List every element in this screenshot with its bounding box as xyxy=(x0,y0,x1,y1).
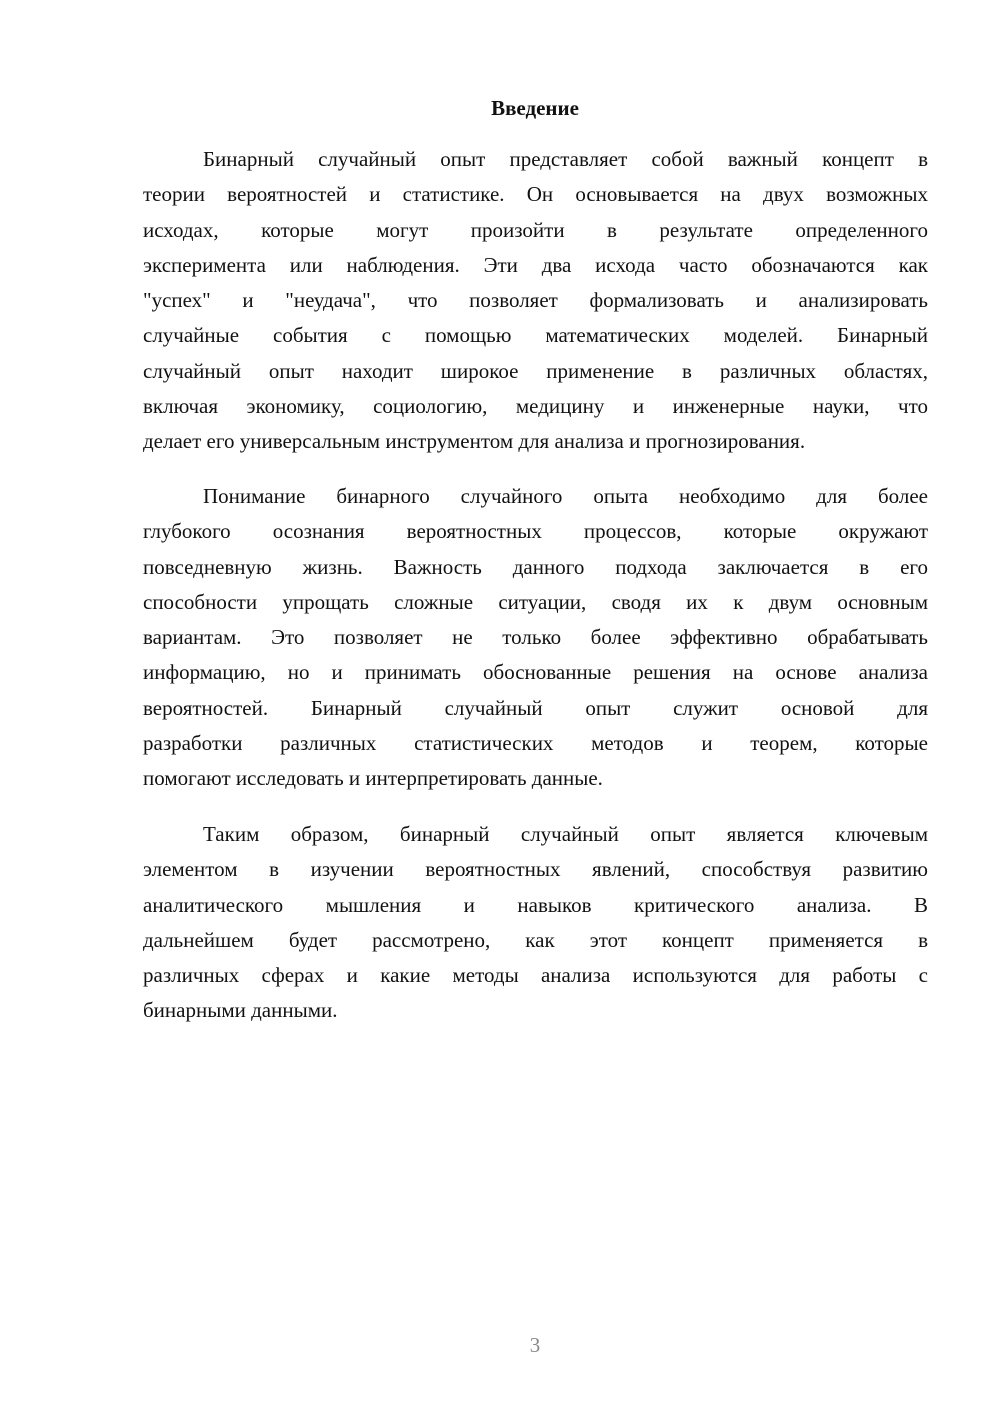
text-line: включая экономику, социологию, медицину и инженерные науки, что xyxy=(143,394,928,419)
paragraph-1 xyxy=(143,142,928,460)
text-line: помогают исследовать и интерпретировать данные. xyxy=(143,766,603,791)
section-title: Введение xyxy=(491,96,579,120)
text-line: Бинарный случайный опыт представляет собой важный концепт в xyxy=(203,147,928,171)
text-line: случайный опыт находит широкое применение в различных областях, xyxy=(143,358,928,383)
text-line: Таким образом, бинарный случайный опыт является ключевым xyxy=(203,822,928,846)
text-line: способности упрощать сложные ситуации, сводя их к двум основным xyxy=(143,589,928,614)
text-line: исходах, которые могут произойти в результате определенного xyxy=(143,217,928,242)
text-line: делает его универсальным инструментом для анализа и прогнозирования. xyxy=(143,429,806,454)
text-line: вариантам. Это позволяет не только более эффективно обрабатывать xyxy=(143,625,928,650)
text-line: теории вероятностей и статистике. Он основывается на двух возможных xyxy=(143,182,928,207)
text-line: информацию, но и принимать обоснованные решения на основе анализа xyxy=(143,660,928,685)
text-line: повседневную жизнь. Важность данного подхода заключается в его xyxy=(143,554,928,579)
text-line: элементом в изучении вероятностных явлений, способствуя развитию xyxy=(143,857,928,882)
text-line: "успех" и "неудача", что позволяет формализовать и анализировать xyxy=(143,288,928,313)
text-line: Понимание бинарного случайного опыта необходимо для более xyxy=(203,484,928,508)
text-line: случайные события с помощью математических моделей. Бинарный xyxy=(143,323,928,348)
text-line: эксперимента или наблюдения. Эти два исхода часто обозначаются как xyxy=(143,252,928,277)
paragraph-3 xyxy=(143,817,928,1029)
text-line: различных сферах и какие методы анализа используются для работы с xyxy=(143,963,928,988)
page-number: 3 xyxy=(529,1333,541,1357)
text-line: вероятностей. Бинарный случайный опыт служит основой для xyxy=(143,695,928,720)
text-line: разработки различных статистических методов и теорем, которые xyxy=(143,731,928,756)
text-line: дальнейшем будет рассмотрено, как этот концепт применяется в xyxy=(143,927,928,952)
text-line: аналитического мышления и навыков критического анализа. В xyxy=(143,892,928,917)
text-line: бинарными данными. xyxy=(143,998,338,1023)
text-line: глубокого осознания вероятностных процессов, которые окружают xyxy=(143,519,928,544)
paragraph-2 xyxy=(143,479,928,797)
